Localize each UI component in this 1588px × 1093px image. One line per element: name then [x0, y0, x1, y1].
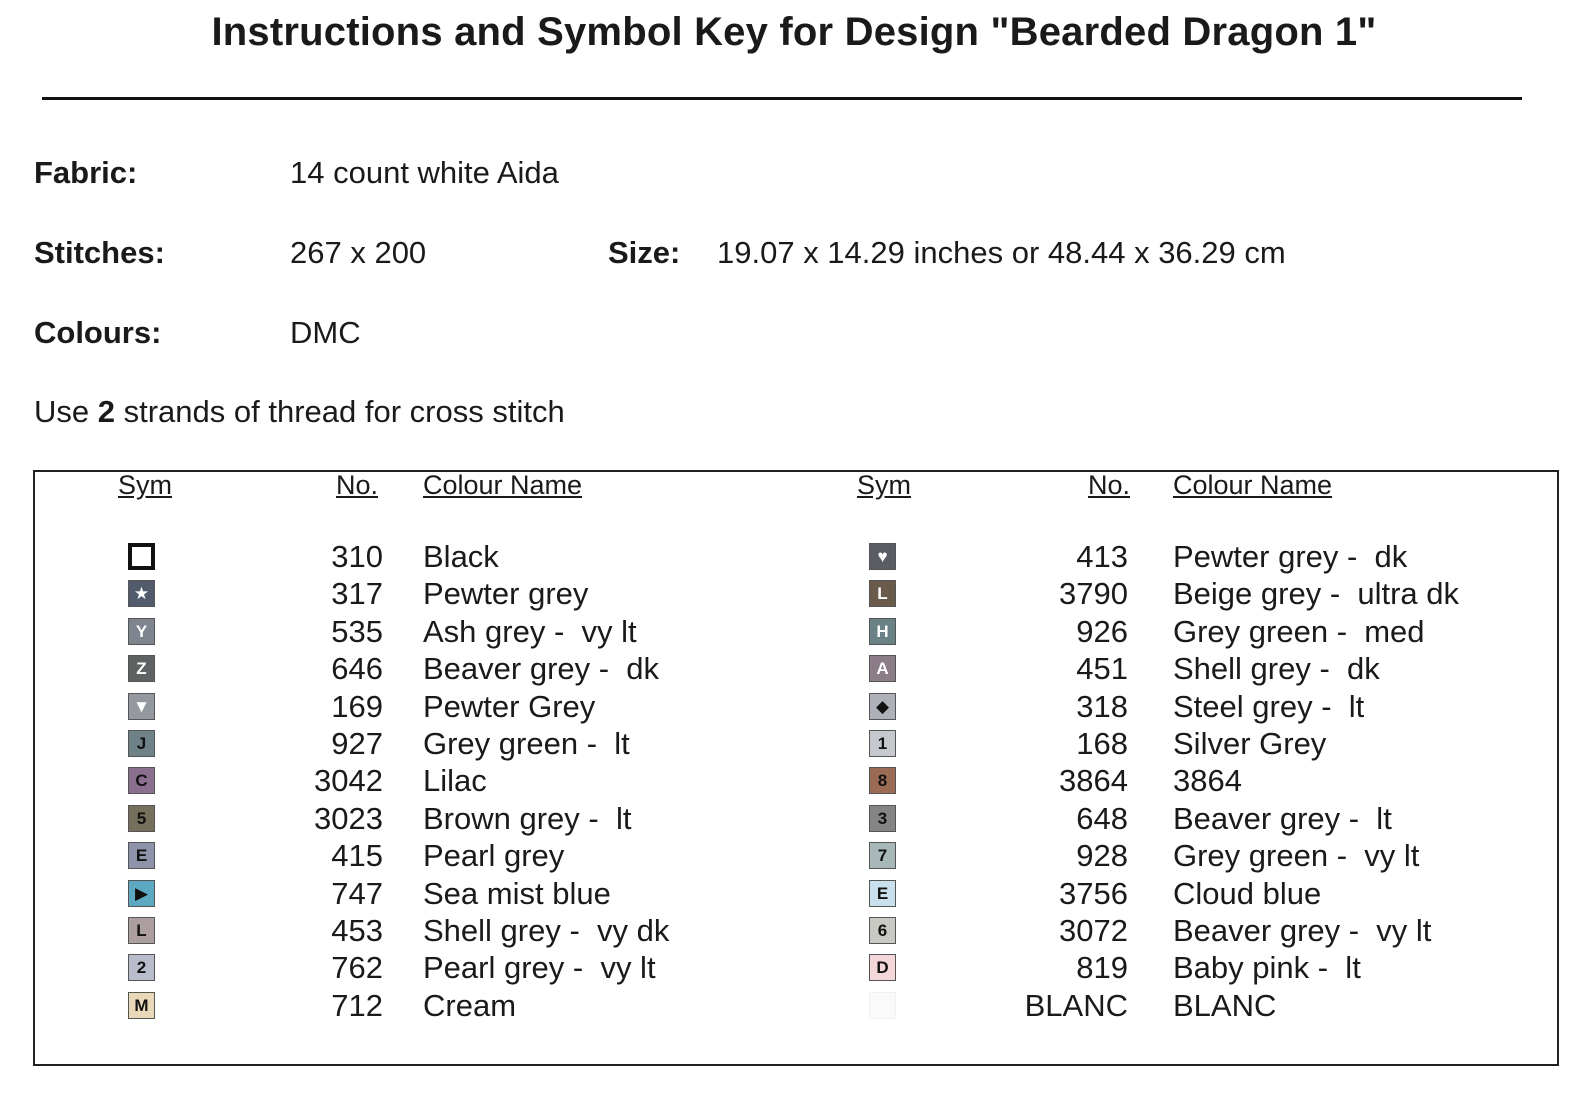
key-row	[0, 539, 790, 576]
thread-symbol-icon: Y	[128, 618, 155, 645]
thread-symbol-icon: C	[128, 767, 155, 794]
key-row	[0, 614, 790, 651]
thread-number: 453	[331, 912, 383, 948]
thread-number: 3790	[1059, 576, 1128, 612]
thread-number: 3042	[314, 763, 383, 799]
colour-name: Brown grey - lt	[423, 800, 632, 836]
colours-label: Colours:	[34, 315, 162, 350]
strands-suffix: strands of thread for cross stitch	[115, 394, 565, 429]
size-label: Size:	[608, 235, 681, 270]
key-row	[790, 988, 1550, 1025]
thread-number: 413	[1076, 539, 1128, 574]
colour-name: Baby pink - lt	[1173, 950, 1361, 986]
thread-symbol-icon: 2	[128, 954, 155, 981]
key-row	[790, 950, 1550, 987]
key-row	[790, 838, 1550, 875]
thread-symbol-icon: L	[128, 917, 155, 944]
title-divider	[42, 97, 1522, 100]
strands-instruction	[34, 394, 565, 430]
right-key-column	[790, 539, 1550, 1025]
colour-name: Beaver grey - dk	[423, 651, 660, 687]
colour-name: Shell grey - dk	[1173, 651, 1380, 687]
key-row	[790, 726, 1550, 763]
colour-name: Grey green - vy lt	[1173, 838, 1420, 874]
key-row	[0, 651, 790, 688]
thread-symbol-icon: D	[869, 954, 896, 981]
thread-symbol-icon	[128, 543, 155, 570]
colour-name: Grey green - med	[1173, 613, 1425, 649]
thread-symbol-icon: ▶	[128, 880, 155, 907]
colour-name: Cloud blue	[1173, 875, 1322, 911]
thread-symbol-icon: 8	[869, 767, 896, 794]
thread-number: 712	[331, 987, 383, 1023]
colour-name: Beaver grey - lt	[1173, 800, 1392, 836]
colour-name: Pearl grey	[423, 838, 565, 874]
colour-name: Grey green - lt	[423, 725, 630, 761]
header-name-right: Colour Name	[1173, 470, 1333, 500]
key-row	[790, 576, 1550, 613]
thread-symbol-icon	[869, 992, 896, 1019]
thread-symbol-icon: Z	[128, 655, 155, 682]
colour-name: Pewter grey - dk	[1173, 539, 1408, 574]
key-row	[790, 689, 1550, 726]
size-value: 19.07 x 14.29 inches or 48.44 x 36.29 cm	[717, 235, 1286, 270]
key-row	[0, 763, 790, 800]
thread-number: 168	[1076, 725, 1128, 761]
thread-number: 747	[331, 875, 383, 911]
thread-number: 762	[331, 950, 383, 986]
thread-number: 415	[331, 838, 383, 874]
thread-symbol-icon: 6	[869, 917, 896, 944]
fabric-label: Fabric:	[34, 155, 138, 190]
colour-name: Pearl grey - vy lt	[423, 950, 656, 986]
key-row	[790, 539, 1550, 576]
colour-name: Beaver grey - vy lt	[1173, 912, 1432, 948]
thread-number: 819	[1076, 950, 1128, 986]
key-row	[790, 651, 1550, 688]
thread-symbol-icon: H	[869, 618, 896, 645]
colour-name: Pewter grey	[423, 576, 589, 612]
thread-number: 3864	[1059, 763, 1128, 799]
key-row	[790, 763, 1550, 800]
page-title: Instructions and Symbol Key for Design "Bearded Dragon 1"	[211, 10, 1377, 54]
thread-number: 310	[331, 539, 383, 574]
key-row	[0, 876, 790, 913]
thread-symbol-icon: J	[128, 730, 155, 757]
thread-number: 3023	[314, 800, 383, 836]
thread-number: 169	[331, 688, 383, 724]
thread-number: 451	[1076, 651, 1128, 687]
header-sym-right: Sym	[857, 470, 911, 500]
colour-name: Silver Grey	[1173, 725, 1327, 761]
colour-name: Pewter Grey	[423, 688, 596, 724]
key-row	[0, 726, 790, 763]
thread-symbol-icon: 1	[869, 730, 896, 757]
colour-name: Sea mist blue	[423, 875, 611, 911]
stitches-label: Stitches:	[34, 235, 165, 270]
left-key-column	[0, 539, 790, 1025]
key-row	[0, 988, 790, 1025]
colour-name: 3864	[1173, 763, 1242, 799]
colour-name: BLANC	[1173, 987, 1277, 1023]
thread-symbol-icon: ▼	[128, 693, 155, 720]
key-row	[0, 838, 790, 875]
key-row	[790, 801, 1550, 838]
strands-prefix: Use	[34, 394, 98, 429]
thread-number: 648	[1076, 800, 1128, 836]
thread-number: 535	[331, 613, 383, 649]
thread-symbol-icon: 3	[869, 805, 896, 832]
header-no-left: No.	[336, 470, 379, 500]
key-row	[0, 801, 790, 838]
fabric-value: 14 count white Aida	[290, 155, 559, 190]
key-row	[790, 614, 1550, 651]
thread-symbol-icon: M	[128, 992, 155, 1019]
colour-name: Lilac	[423, 763, 487, 799]
key-row	[0, 689, 790, 726]
thread-number: 317	[331, 576, 383, 612]
colours-value: DMC	[290, 315, 361, 350]
thread-number: 927	[331, 725, 383, 761]
colour-name: Shell grey - vy dk	[423, 912, 670, 948]
stitches-value: 267 x 200	[290, 235, 427, 270]
thread-number: 318	[1076, 688, 1128, 724]
thread-symbol-icon: E	[128, 842, 155, 869]
thread-symbol-icon: E	[869, 880, 896, 907]
colour-name: Black	[423, 539, 499, 574]
key-row	[0, 950, 790, 987]
strands-count: 2	[97, 394, 115, 429]
thread-symbol-icon: ★	[128, 580, 155, 607]
colour-name: Steel grey - lt	[1173, 688, 1365, 724]
thread-symbol-icon: 5	[128, 805, 155, 832]
header-no-right: No.	[1088, 470, 1131, 500]
key-row	[790, 876, 1550, 913]
key-row	[0, 913, 790, 950]
colour-name: Beige grey - ultra dk	[1173, 576, 1460, 612]
key-row	[0, 576, 790, 613]
thread-symbol-icon: 7	[869, 842, 896, 869]
thread-symbol-icon: ◆	[869, 693, 896, 720]
header-sym-left: Sym	[118, 470, 172, 500]
thread-number: 646	[331, 651, 383, 687]
colour-name: Cream	[423, 987, 517, 1023]
thread-number: 928	[1076, 838, 1128, 874]
thread-symbol-icon: ♥	[869, 543, 896, 570]
colour-name: Ash grey - vy lt	[423, 613, 637, 649]
thread-number: BLANC	[1024, 987, 1128, 1023]
thread-symbol-icon: A	[869, 655, 896, 682]
thread-symbol-icon: L	[869, 580, 896, 607]
thread-number: 926	[1076, 613, 1128, 649]
header-name-left: Colour Name	[423, 470, 583, 500]
key-row	[790, 913, 1550, 950]
thread-number: 3072	[1059, 912, 1128, 948]
thread-number: 3756	[1059, 875, 1128, 911]
